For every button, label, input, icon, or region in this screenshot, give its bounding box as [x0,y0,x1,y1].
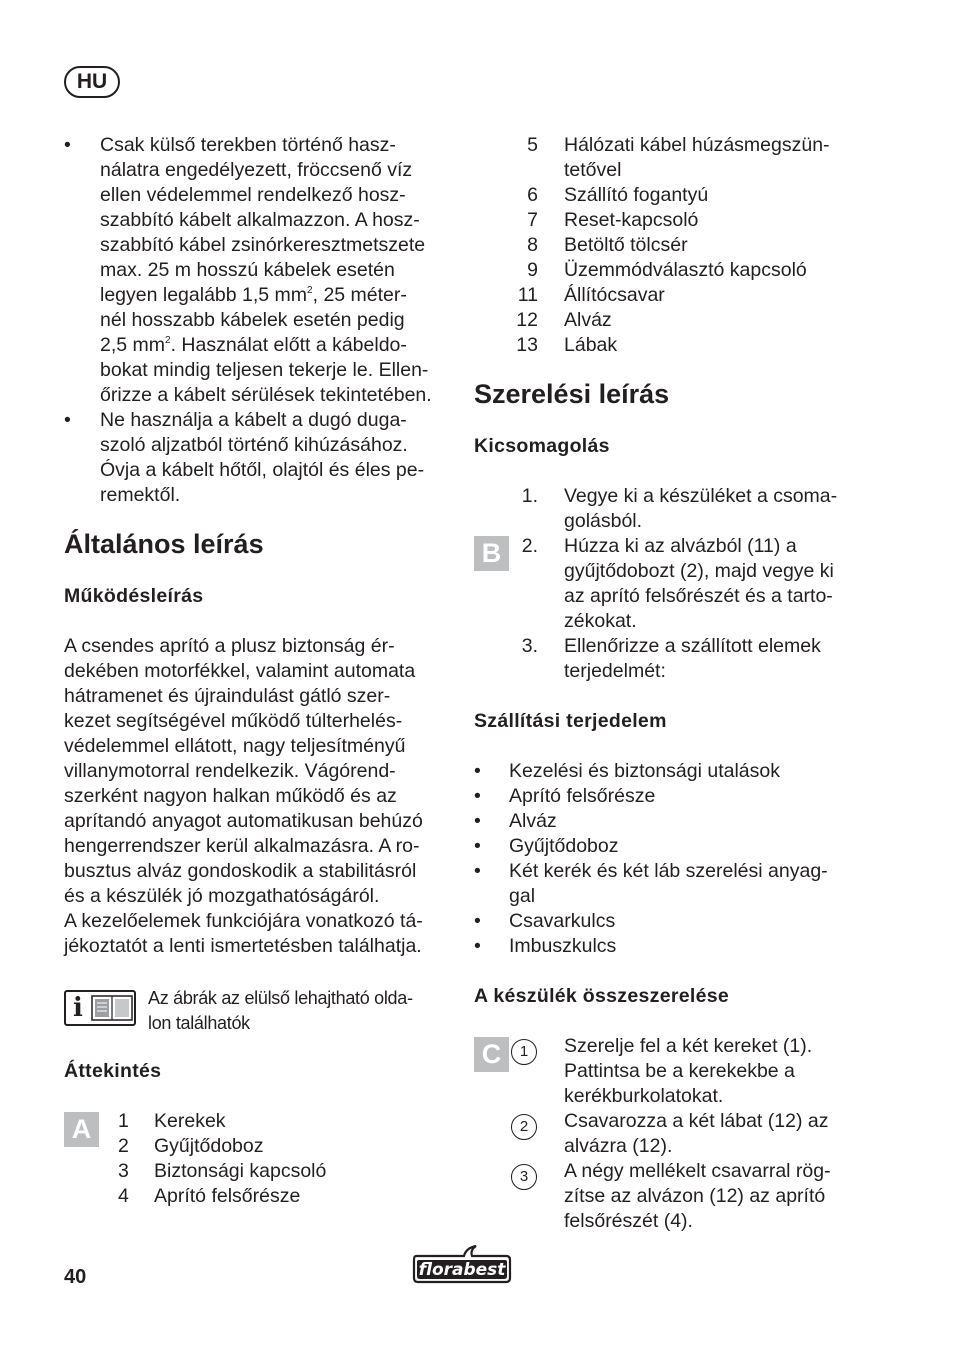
figure-label-c: C [474,1037,509,1072]
list-item: 4 Aprító felsőrésze [118,1185,301,1207]
list-item: 1 Kerekek [118,1110,226,1132]
overview-list-left [64,1109,448,1209]
language-badge: HU [64,66,120,98]
subsection-title-unpacking: Kicsomagolás [474,435,610,457]
safety-bullet-list [64,133,448,508]
delivery-list [474,759,864,959]
list-item: 7 Reset-kapcsoló [527,209,699,231]
list-item: 1. Vegye ki a készüléket a csoma- golásból. [521,485,838,532]
list-item: 11 Állítócsavar [517,284,665,306]
subsection-title-function: Működésleírás [64,585,204,607]
list-item: • Alváz [474,809,864,834]
list-item: 2 Gyűjtődoboz [118,1135,264,1157]
step-number-1: 1 [511,1039,537,1065]
list-item: 3 Biztonsági kapcsoló [118,1160,327,1182]
list-item: • Ne használja a kábelt a dugó duga- szoló aljzatból történő kihúzásához. Óvja a kábelt hőtől, olajtól és éles pe- remektől. [64,408,448,508]
assembly-step-1: Szerelje fel a két kereket (1). Pattintsa be a kerekekbe a kerékburkolatokat. [564,1035,813,1107]
overview-list-right [474,133,864,358]
list-item: 9 Üzemmódválasztó kapcsoló [527,259,807,281]
step-number-3: 3 [511,1164,537,1190]
figure-label-a: A [64,1112,99,1147]
assembly-step-3: A négy mellékelt csavarral rög- zítse az alvázon (12) az aprító felsőrészét (4). [564,1160,831,1232]
list-item: • Csak külső terekben történő hasz- nálatra engedélyezett, fröccsenő víz ellen védelemmel rendelkező hosz- szabbító kábelt alkalmazzon. A hosz- szabbító kábel zsinórkeresztmetszete max. 25 m hosszú kábelek esetén legyen legalább 1,5 $mm^2$, 25 méter- nél hosszabb kábelek esetén pedig 2,5 $mm^2$. Használat előtt a kábeldo- bokat mindig teljesen tekerje le. Ellen- őrizze a kábelt sérülések tekintetében. [64,133,448,408]
list-item: • Két kerék és két láb szerelési anyag- gal [474,859,864,909]
subsection-title-assemble: A készülék összeszerelése [474,985,730,1007]
step-number-2: 2 [511,1114,537,1140]
page-number: 40 [64,1266,87,1288]
assembly-step-2: Csavarozza a két lábat (12) az alvázra (12). [564,1110,829,1157]
section-title-assembly: Szerelési leírás [474,379,670,409]
list-item: • Gyűjtődoboz [474,834,864,859]
list-item: 13 Lábak [516,334,618,356]
list-item: 6 Szállító fogantyú [527,184,709,206]
list-item: 5 Hálózati kábel húzásmegszün- tetővel [527,134,830,181]
list-item: • Imbuszkulcs [474,934,864,959]
list-item: 2. Húzza ki az alvázból (11) a gyűjtődobozt (2), majd vegye ki az aprító felsőrészét és a tarto- zékokat. [521,535,834,632]
list-item: 3. Ellenőrizze a szállított elemek terjedelmét: [521,635,821,682]
list-item: 8 Betöltő tölcsér [527,234,688,256]
info-note: Az ábrák az elülső lehajtható olda- lon találhatók [148,988,413,1033]
info-book-icon: i [64,990,136,1026]
subsection-title-overview: Áttekintés [64,1060,162,1082]
list-item: 12 Alváz [516,309,612,331]
florabest-logo [410,1244,514,1284]
subsection-title-delivery: Szállítási terjedelem [474,710,667,732]
figure-label-b: B [474,536,509,571]
unpacking-steps [474,484,864,684]
list-item: • Kezelési és biztonsági utalások [474,759,864,784]
section-title-general: Általános leírás [64,529,264,559]
function-description: A csendes aprító a plusz biztonság ér- dekében motorfékkel, valamint automata hátramenet és újraindulást gátló szer- kezet segítségével működő túlterhelés- védelemmel ellátott, nagy teljesítményű villanymotorral rendelkezik. Vágórend- szerként nagyon halkan működő és az aprítandó anyagot automatikusan behúzó hengerrendszer kerül alkalmazásra. A ro- busztus alváz gondoskodik a stabilitásról és a készülék jó mozgathatóságáról. A kezelőelemek funkciójára vonatkozó tá- jékoztatót a lenti ismertetésben találhatja. [64,635,423,957]
list-item: • Csavarkulcs [474,909,864,934]
svg-text:florabest: florabest [418,1260,506,1280]
list-item: • Aprító felsőrésze [474,784,864,809]
